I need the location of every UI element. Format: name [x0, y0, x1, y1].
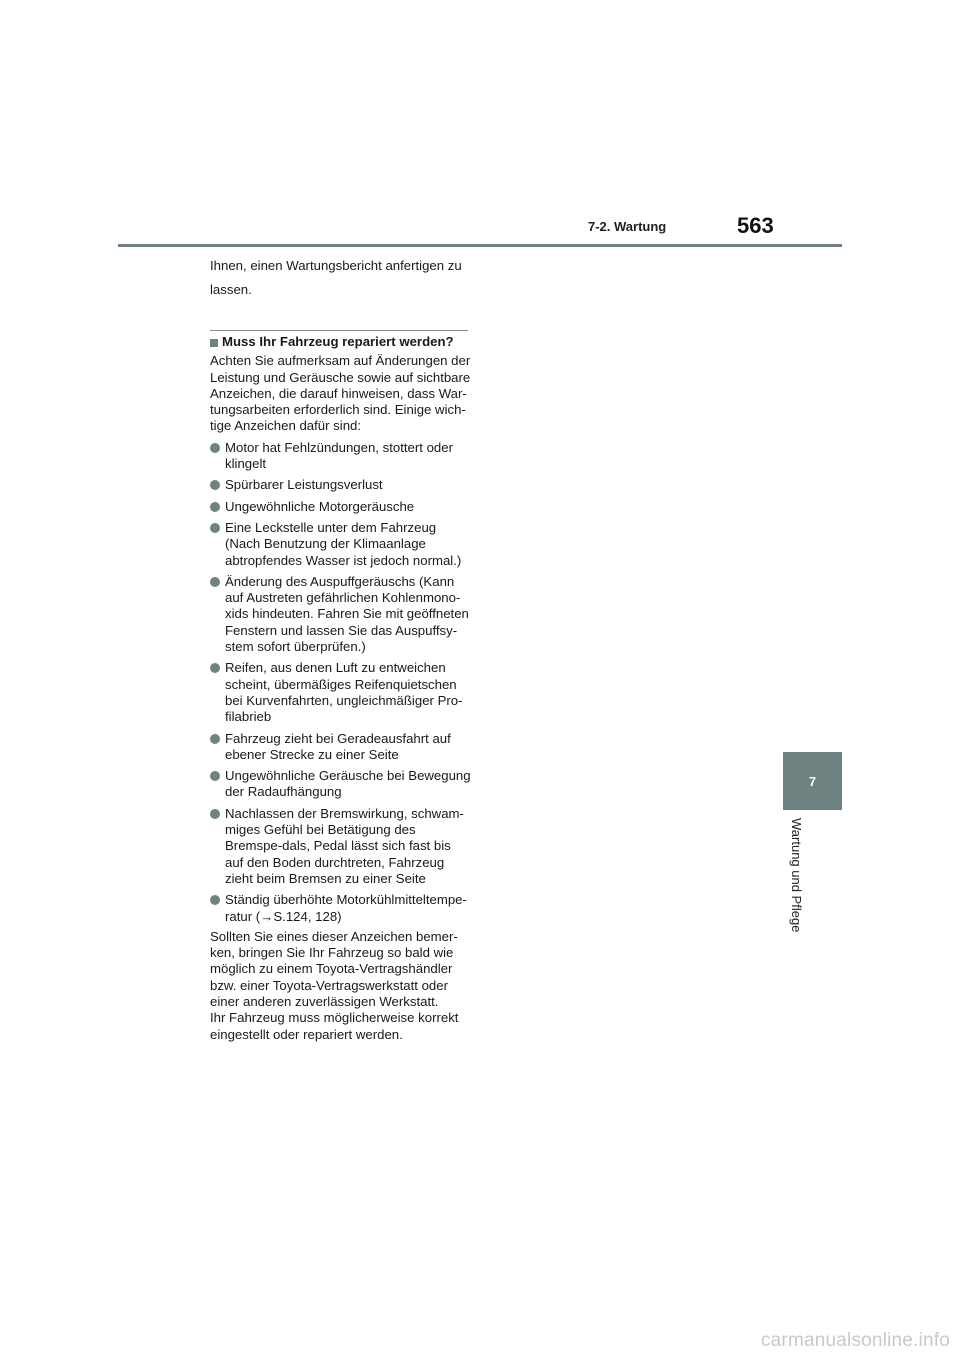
section-heading — [210, 334, 472, 350]
intro-paragraph: Achten Sie aufmerksam auf Änderungen der Leistung und Geräusche sowie auf sichtbare Anzeichen, die darauf hinweisen, dass War-tungsarbeiten erforderlich sind. Einige wich-tige Anzeichen dafür sind: — [210, 353, 471, 434]
circle-bullet-icon — [210, 577, 220, 587]
section-heading-text: Muss Ihr Fahrzeug repariert werden? — [222, 334, 454, 349]
circle-bullet-icon — [210, 734, 220, 744]
circle-bullet-icon — [210, 771, 220, 781]
main-content — [210, 254, 472, 1043]
circle-bullet-icon — [210, 502, 220, 512]
list-item: Fahrzeug zieht bei Geradeausfahrt auf ebener Strecke zu einer Seite — [210, 731, 472, 764]
list-item: Motor hat Fehlzündungen, stottert oder klingelt — [210, 440, 472, 473]
closing-paragraph: Sollten Sie eines dieser Anzeichen bemer-ken, bringen Sie Ihr Fahrzeug so bald wie möglich zu einem Toyota-Vertragshändler bzw. einer Toyota-Vertragswerkstatt oder einer anderen zuverlässigen Werkstatt. — [210, 928, 458, 1009]
closing-paragraph-2: Ihr Fahrzeug muss möglicherweise korrekt eingestellt oder repariert werden. — [210, 1010, 459, 1042]
square-bullet-icon — [210, 339, 218, 347]
header-divider — [118, 244, 842, 247]
continuation-paragraph: Ihnen, einen Wartungsbericht anfertigen zu lassen. — [210, 258, 462, 297]
list-item: Ungewöhnliche Motorgeräusche — [210, 499, 472, 515]
circle-bullet-icon — [210, 523, 220, 533]
circle-bullet-icon — [210, 480, 220, 490]
list-item: Änderung des Auspuffgeräuschs (Kann auf Austreten gefährlichen Kohlenmono-xids hindeuten. Fahren Sie mit geöffneten Fenstern und lassen Sie das Auspuffsy-stem sofort überprüfen.) — [210, 574, 472, 655]
section-title: 7-2. Wartung — [588, 219, 667, 234]
list-item: Ungewöhnliche Geräusche bei Bewegung der Radaufhängung — [210, 768, 472, 801]
list-item: Ständig überhöhte Motorkühlmitteltempe-ratur (→S.124, 128) — [210, 892, 472, 925]
chapter-title: Wartung und Pflege — [789, 818, 804, 933]
circle-bullet-icon — [210, 809, 220, 819]
page-number: 563 — [737, 213, 774, 238]
list-item: Nachlassen der Bremswirkung, schwam-miges Gefühl bei Betätigung des Bremspe-dals, Pedal lässt sich fast bis auf den Boden durchtreten, Fahrzeug zieht beim Bremsen zu einer Seite — [210, 806, 472, 887]
list-item: Reifen, aus denen Luft zu entweichen scheint, übermäßiges Reifenquietschen bei Kurvenfahrten, ungleichmäßiger Pro-filabrieb — [210, 660, 472, 725]
chapter-tab[interactable] — [783, 752, 842, 810]
section-divider — [210, 330, 468, 331]
circle-bullet-icon — [210, 895, 220, 905]
list-item: Spürbarer Leistungsverlust — [210, 477, 472, 493]
chapter-number: 7 — [808, 773, 817, 789]
list-item: Eine Leckstelle unter dem Fahrzeug (Nach Benutzung der Klimaanlage abtropfendes Wasser ist jedoch normal.) — [210, 520, 472, 569]
circle-bullet-icon — [210, 443, 220, 453]
symptom-list — [210, 440, 472, 925]
watermark: carmanualsonline.info — [760, 1330, 950, 1351]
circle-bullet-icon — [210, 663, 220, 673]
